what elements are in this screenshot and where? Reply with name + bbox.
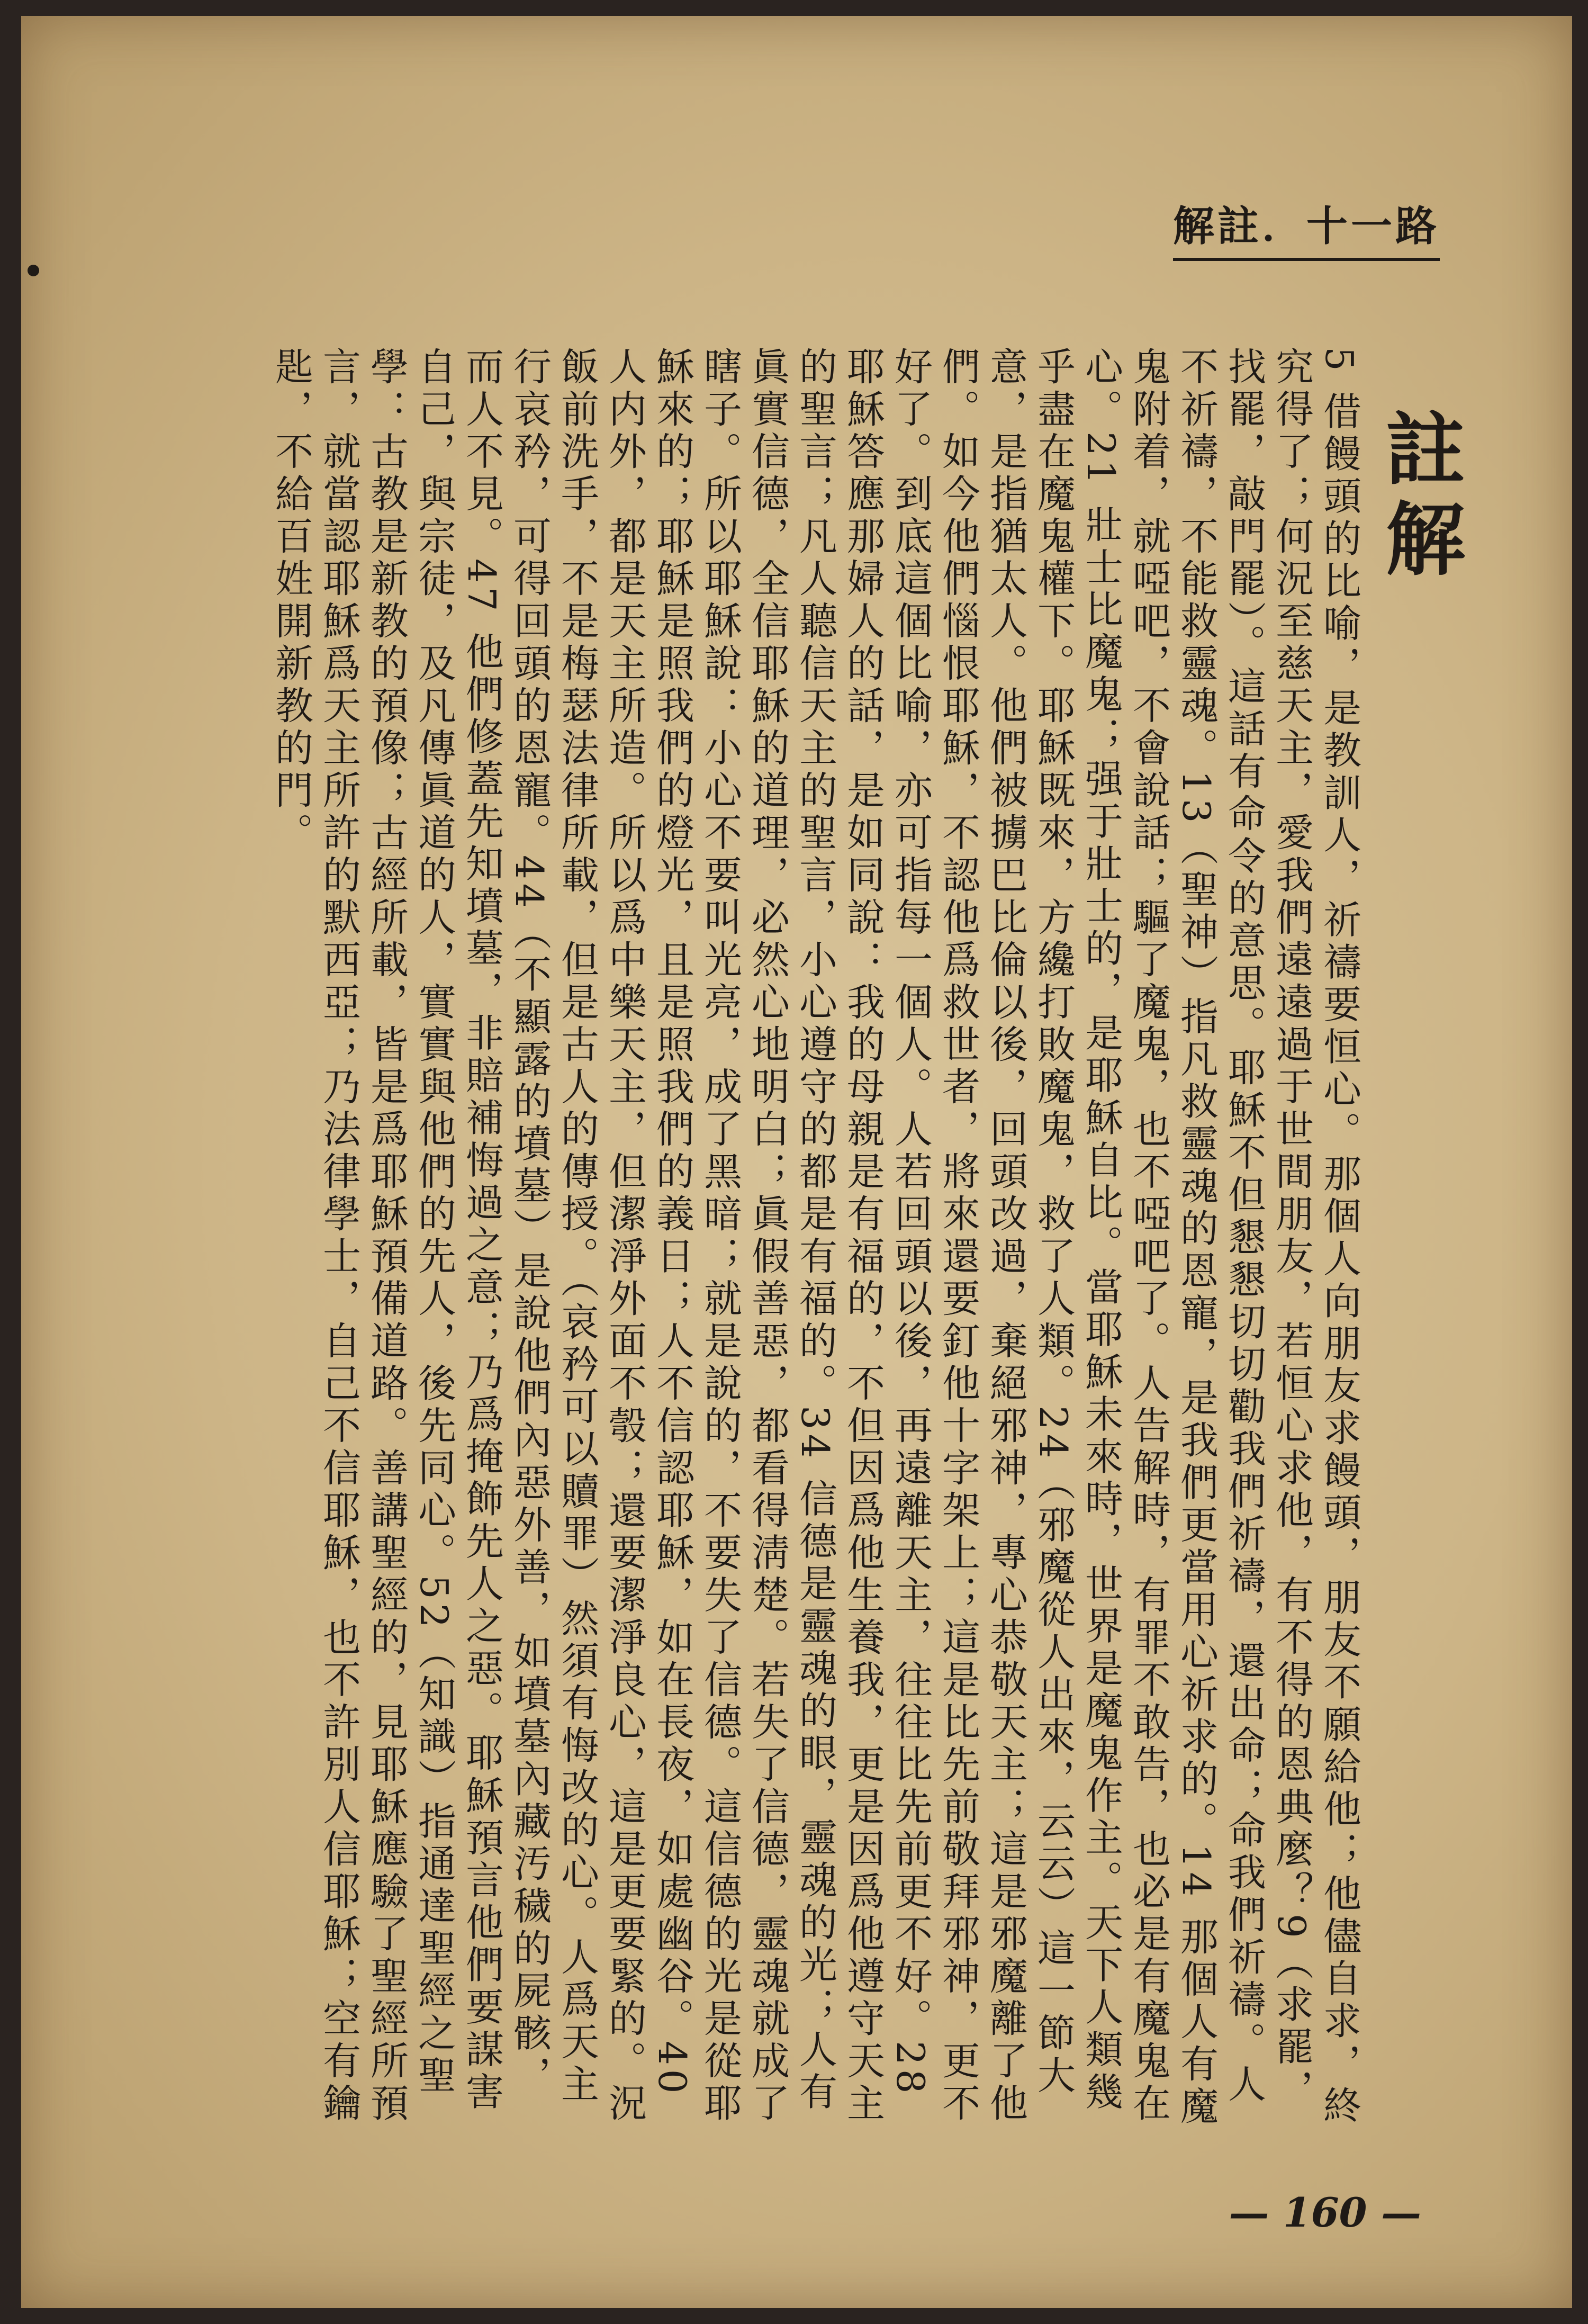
book-page — [21, 16, 1572, 2308]
binding-mark — [28, 265, 39, 276]
commentary-body — [269, 347, 1363, 2131]
page-number: — 160 — — [1229, 2189, 1421, 2236]
running-head: 解註．十一路 — [1173, 193, 1440, 261]
commentary-paragraph: 5 借饅頭的比喻，是教訓人，祈禱要恒心。那個人向朋友求饅頭，朋友不願給他；他儘自求，終究得了；何況至慈天主，愛我們遠遠過于世間朋友，若恒心求他，有不得的恩典麼？9（求罷，找罷，敲門罷）。這話有命令的意思。耶穌不但懇懇切切勸我們祈禱，還出命；命我們祈禱。人不祈禱，不能救靈魂。13（聖神）指凡救靈魂的恩寵，是我們更當用心祈求的。14 那個人有魔鬼附着，就啞吧，不會說話；驅了魔鬼，也不啞吧了。人告解時，有罪不敢告，也必是有魔鬼在心。21 壯士比魔鬼；强于壯士的，是耶穌自比。當耶穌未來時，世界是魔鬼作主。天下人類幾乎盡在魔鬼權下。耶穌既來，方纔打敗魔鬼，救了人類。24（邪魔從人出來，云云）這一節大意，是指猶太人。他們被擄巴比倫以後，回頭改過，棄絕邪神，專心恭敬天主；這是邪魔離了他們。如今他們惱恨耶穌，不認他爲救世者，將來還要釘他十字架上；這是比先前敬拜邪神，更不好了。到底這個比喻，亦可指每一個人。人若回頭以後，再遠離天主，往往比先前更不好。28 耶穌答應那婦人的話，是如同說：我的母親是有福的，不但因爲他生養我，更是因爲他遵守天主的聖言；凡人聽信天主的聖言，小心遵守的都是有福的。34 信德是靈魂的眼，靈魂的光；人有眞實信德，全信耶穌的道理，必然心地明白；眞假善惡，都看得淸楚。若失了信德，靈魂就成了瞎子。所以耶穌說：小心不要叫光亮，成了黑暗；就是說的，不要失了信德。這信德的光是從耶穌來的；耶穌是照我們的燈光，且是照我們的義日；人不信認耶穌，如在長夜，如處幽谷。40 人内外，都是天主所造。所以爲中樂天主，但潔淨外面不彀；還要潔淨良心，這是更要緊的。況飯前洗手，不是梅瑟法律所載，但是古人的傳授。（哀矜可以贖罪）然須有悔改的心。人爲天主行哀矜，可得回頭的恩寵。44（不顯露的墳墓）是說他們內惡外善，如墳墓內藏汚穢的屍骸，而人不見。47 他們修蓋先知墳墓，非賠補悔過之意；乃爲掩飾先人之惡。耶穌預言他們要謀害自己，與宗徒，及凡傳眞道的人，實實與他們的先人，後先同心。52（知識）指通達聖經之聖學：古教是新教的預像；古經所載，皆是爲耶穌預備道路。善講聖經的，見耶穌應驗了聖經所預言，就當認耶穌爲天主所許的默西亞；乃法律學士，自己不信耶穌，也不許別人信耶穌；空有鑰匙，不給百姓開新教的門。 — [269, 347, 1361, 2129]
section-title: 註解 — [1372, 408, 1465, 588]
